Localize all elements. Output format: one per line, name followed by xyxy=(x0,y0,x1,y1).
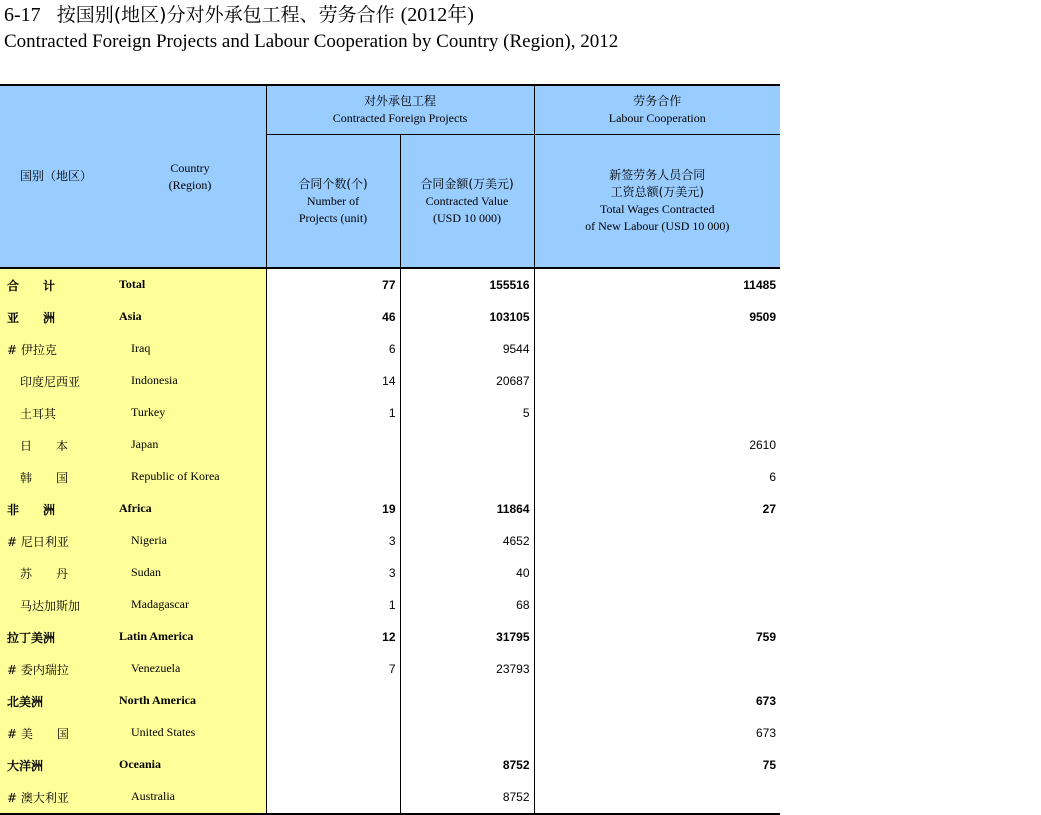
projects-cell: 1 xyxy=(266,397,400,429)
country-name-en: Latin America xyxy=(119,629,194,643)
country-cell xyxy=(0,365,266,397)
projects-cell xyxy=(266,749,400,781)
group2-cn: 劳务合作 xyxy=(633,94,682,108)
wages-cell: 75 xyxy=(534,749,780,781)
wages-cell xyxy=(534,397,780,429)
country-name-en: Africa xyxy=(119,501,152,515)
value-cell: 4652 xyxy=(400,525,534,557)
country-name-en: Indonesia xyxy=(131,373,178,387)
country-name-en: Iraq xyxy=(131,341,151,355)
page-title-en: Contracted Foreign Projects and Labour Cooperation by Country (Region), 2012 xyxy=(4,31,619,52)
country-cell xyxy=(0,749,266,781)
wages-cell xyxy=(534,557,780,589)
wages-cell xyxy=(534,589,780,621)
table-row xyxy=(0,461,780,493)
group2-en: Labour Cooperation xyxy=(608,111,706,125)
projects-cell: 1 xyxy=(266,589,400,621)
table-row xyxy=(0,397,780,429)
col3-en-1: Total Wages Contracted xyxy=(599,202,715,216)
country-name-en: Japan xyxy=(131,437,159,451)
country-name-en: Venezuela xyxy=(131,661,181,675)
table-row xyxy=(0,749,780,781)
table-row xyxy=(0,653,780,685)
value-cell xyxy=(400,685,534,717)
col-header-value xyxy=(400,135,534,269)
country-name-cn: 印度尼西亚 xyxy=(20,375,81,389)
country-cell xyxy=(0,589,266,621)
country-cell xyxy=(0,525,266,557)
col3-en-2: of New Labour (USD 10 000) xyxy=(585,219,730,233)
country-name-en: North America xyxy=(119,693,196,707)
value-cell: 8752 xyxy=(400,781,534,814)
col-header-wages xyxy=(534,135,780,269)
value-cell: 40 xyxy=(400,557,534,589)
table-row xyxy=(0,557,780,589)
country-cell xyxy=(0,301,266,333)
country-name-en: United States xyxy=(131,725,196,739)
wages-cell: 673 xyxy=(534,685,780,717)
table-row xyxy=(0,493,780,525)
country-name-cn: 土耳其 xyxy=(20,407,57,421)
country-name-cn: 韩 国 xyxy=(20,471,69,485)
col3-cn-1: 新签劳务人员合同 xyxy=(609,168,706,182)
country-name-en: Oceania xyxy=(119,757,161,771)
table-row xyxy=(0,685,780,717)
projects-cell: 3 xyxy=(266,557,400,589)
country-cell xyxy=(0,333,266,365)
value-cell: 103105 xyxy=(400,301,534,333)
country-name-en: Asia xyxy=(119,309,142,323)
country-cell xyxy=(0,653,266,685)
projects-cell: 46 xyxy=(266,301,400,333)
table-row xyxy=(0,268,780,301)
table-row xyxy=(0,333,780,365)
wages-cell xyxy=(534,653,780,685)
country-name-cn: # 澳大利亚 xyxy=(7,791,69,805)
value-cell: 8752 xyxy=(400,749,534,781)
value-cell xyxy=(400,429,534,461)
table-number: 6-17 xyxy=(4,4,41,26)
country-cell xyxy=(0,397,266,429)
wages-cell: 6 xyxy=(534,461,780,493)
projects-cell xyxy=(266,781,400,814)
country-header-en xyxy=(150,160,230,194)
projects-cell: 3 xyxy=(266,525,400,557)
wages-cell: 673 xyxy=(534,717,780,749)
country-cell xyxy=(0,493,266,525)
table-row xyxy=(0,621,780,653)
title-cn-text: 按国别(地区)分对外承包工程、劳务合作 xyxy=(56,4,395,26)
value-cell: 5 xyxy=(400,397,534,429)
wages-cell xyxy=(534,525,780,557)
projects-cell xyxy=(266,429,400,461)
col2-en-1: Contracted Value xyxy=(425,193,509,208)
country-cell xyxy=(0,717,266,749)
projects-cell: 12 xyxy=(266,621,400,653)
country-name-cn: 北美洲 xyxy=(7,695,44,709)
country-cell xyxy=(0,685,266,717)
value-cell xyxy=(400,461,534,493)
table-row xyxy=(0,781,780,814)
value-cell xyxy=(400,717,534,749)
country-cell xyxy=(0,268,266,301)
group-header-projects xyxy=(266,85,534,135)
projects-cell xyxy=(266,461,400,493)
value-cell: 155516 xyxy=(400,268,534,301)
projects-cell: 14 xyxy=(266,365,400,397)
group-header-labour xyxy=(534,85,780,135)
country-header-cell xyxy=(0,85,266,268)
value-cell: 31795 xyxy=(400,621,534,653)
country-name-cn: 大洋洲 xyxy=(7,759,44,773)
group1-cn: 对外承包工程 xyxy=(364,94,437,108)
country-name-cn: 非 洲 xyxy=(7,503,56,517)
table-row xyxy=(0,365,780,397)
wages-cell: 2610 xyxy=(534,429,780,461)
country-cell xyxy=(0,429,266,461)
wages-cell xyxy=(534,333,780,365)
country-name-cn: # 伊拉克 xyxy=(7,343,57,357)
country-name-cn: # 委内瑞拉 xyxy=(7,663,69,677)
col2-cn: 合同金额(万美元) xyxy=(420,176,514,191)
table-row xyxy=(0,301,780,333)
projects-cell xyxy=(266,685,400,717)
country-name-en: Total xyxy=(119,277,146,291)
country-header-cn: 国别（地区） xyxy=(20,169,93,183)
country-name-en: Sudan xyxy=(131,565,161,579)
country-name-en: Madagascar xyxy=(131,597,189,611)
table-row xyxy=(0,717,780,749)
group1-en: Contracted Foreign Projects xyxy=(332,111,468,125)
value-cell: 9544 xyxy=(400,333,534,365)
country-name-cn: 日 本 xyxy=(20,439,69,453)
country-cell xyxy=(0,461,266,493)
country-name-cn: 合 计 xyxy=(7,279,56,293)
country-cell xyxy=(0,781,266,814)
country-header-en-1: Country xyxy=(170,161,210,175)
wages-cell xyxy=(534,781,780,814)
value-cell: 23793 xyxy=(400,653,534,685)
table-row xyxy=(0,589,780,621)
data-table xyxy=(0,84,780,815)
table-row xyxy=(0,525,780,557)
projects-cell: 77 xyxy=(266,268,400,301)
country-name-cn: 亚 洲 xyxy=(7,311,56,325)
col1-en-1: Number of xyxy=(306,193,360,208)
wages-cell xyxy=(534,365,780,397)
country-name-cn: 苏 丹 xyxy=(20,567,69,581)
wages-cell: 9509 xyxy=(534,301,780,333)
col2-en-2: (USD 10 000) xyxy=(433,210,501,225)
value-cell: 11864 xyxy=(400,493,534,525)
country-cell xyxy=(0,557,266,589)
col3-cn-2: 工资总额(万美元) xyxy=(610,185,704,199)
col1-en-2: Projects (unit) xyxy=(298,210,368,225)
country-name-en: Turkey xyxy=(131,405,166,419)
country-name-cn: 拉丁美洲 xyxy=(7,631,56,645)
country-name-en: Republic of Korea xyxy=(131,469,220,483)
projects-cell: 7 xyxy=(266,653,400,685)
col-header-projects xyxy=(266,135,400,269)
projects-cell xyxy=(266,717,400,749)
col1-cn: 合同个数(个) xyxy=(298,176,368,191)
country-header-en-2: (Region) xyxy=(168,178,212,192)
page-title-cn xyxy=(4,4,478,26)
projects-cell: 6 xyxy=(266,333,400,365)
value-cell: 20687 xyxy=(400,365,534,397)
country-name-en: Nigeria xyxy=(131,533,167,547)
value-cell: 68 xyxy=(400,589,534,621)
wages-cell: 27 xyxy=(534,493,780,525)
wages-cell: 11485 xyxy=(534,268,780,301)
country-name-cn: # 美 国 xyxy=(7,727,69,741)
table-row xyxy=(0,429,780,461)
title-year: (2012年) xyxy=(400,4,474,26)
wages-cell: 759 xyxy=(534,621,780,653)
country-name-cn: # 尼日利亚 xyxy=(7,535,69,549)
country-name-en: Australia xyxy=(131,789,175,803)
country-cell xyxy=(0,621,266,653)
country-name-cn: 马达加斯加 xyxy=(20,599,81,613)
projects-cell: 19 xyxy=(266,493,400,525)
